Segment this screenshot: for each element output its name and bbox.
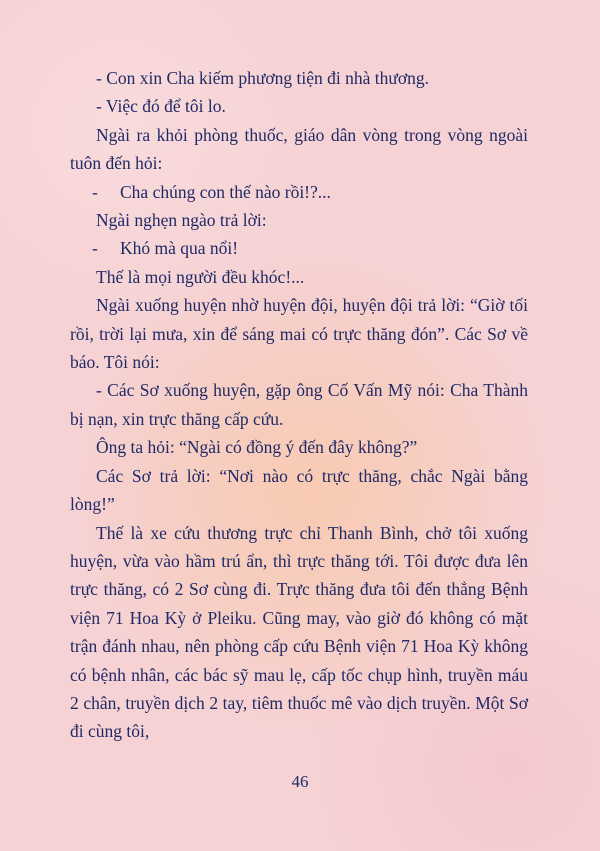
page-number: 46 (291, 772, 309, 791)
paragraph: Ông ta hỏi: “Ngài có đồng ý đến đây không?” (96, 437, 418, 458)
body-text (70, 64, 528, 746)
paragraph: - Các Sơ xuống huyện, gặp ông Cố Vấn Mỹ nói: Cha Thành bị nạn, xin trực thăng cấp cứu. (70, 380, 528, 429)
dialogue-line (70, 178, 528, 206)
dialogue-text: Khó mà qua nổi! (120, 238, 239, 259)
paragraph: Thế là mọi người đều khóc!... (96, 266, 305, 287)
paragraph: Ngài xuống huyện nhờ huyện đội, huyện đội trả lời: “Giờ tối rồi, trời lại mưa, xin để sáng mai có trực thăng đón”. Các Sơ về báo. Tôi nói: (70, 295, 528, 373)
paragraph: Thế là xe cứu thương trực chỉ Thanh Bình, chở tôi xuống huyện, vừa vào hầm trú ẩn, thì trực thăng tới. Tôi được đưa lên trực thăng, có 2 Sơ cùng đi. Trực thăng đưa tôi đến thẳng Bệnh viện 71 Hoa Kỳ ở Pleiku. Cũng may, vào giờ đó không có mặt trận đánh nhau, nên phòng cấp cứu Bệnh viện 71 Hoa Kỳ không có bệnh nhân, các bác sỹ mau lẹ, cấp tốc chụp hình, truyền máu 2 chân, truyền dịch 2 tay, tiêm thuốc mê vào dịch truyền. Một Sơ đi cùng tôi, (70, 522, 528, 742)
paragraph: Các Sơ trả lời: “Nơi nào có trực thăng, chắc Ngài bằng lòng!” (70, 465, 528, 515)
dash-marker: - (92, 238, 98, 259)
dialogue-text: Cha chúng con thế nào rồi!?... (120, 181, 331, 202)
paragraph: Ngài ra khỏi phòng thuốc, giáo dân vòng trong vòng ngoài tuôn đến hỏi: (70, 124, 528, 174)
dialogue-line (70, 234, 528, 262)
dash-marker: - (92, 181, 98, 202)
paragraph: - Việc đó để tôi lo. (96, 96, 226, 117)
paragraph: - Con xin Cha kiếm phương tiện đi nhà thương. (96, 68, 430, 88)
paragraph: Ngài nghẹn ngào trả lời: (96, 210, 267, 231)
